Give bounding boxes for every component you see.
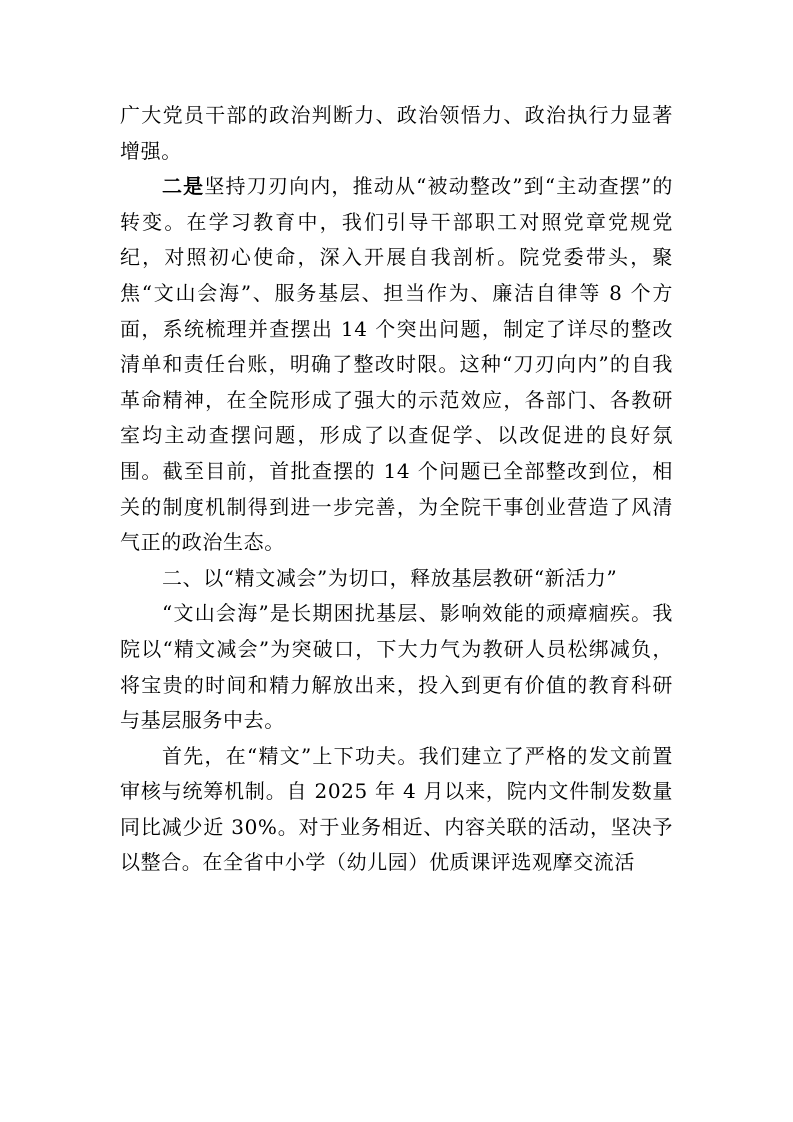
document-body: [120, 98, 673, 881]
paragraph-lead-label: 二是: [162, 174, 205, 199]
paragraph-continuation: 广大党员干部的政治判断力、政治领悟力、政治执行力显著增强。: [120, 103, 673, 163]
section-heading: 二、以“精文减会”为切口，释放基层教研“新活力”: [162, 565, 618, 590]
paragraph-body-text: 坚持刀刃向内，推动从“被动整改”到“主动查摆”的转变。在学习教育中，我们引导干部职工对照党章党规党纪，对照初心使命，深入开展自我剖析。院党委带头，聚焦“文山会海”、服务基层、担当作为、廉洁自律等 8 个方面，系统梳理并查摆出 14 个突出问题，制定了详尽的整改清单和责任台账，明确了整改时限。这种“刀刃向内”的自我革命精神，在全院形成了强大的示范效应，各部门、各教研室均主动查摆问题，形成了以查促学、以改促进的良好氛围。截至目前，首批查摆的 14 个问题已全部整改到位，相关的制度机制得到进一步完善，为全院干事创业营造了风清气正的政治生态。: [120, 174, 673, 555]
paragraph-first-measure: 首先，在“精文”上下功夫。我们建立了严格的发文前置审核与统筹机制。自 2025 年 4 月以来，院内文件制发数量同比减少近 30%。对于业务相近、内容关联的活动，坚决予以整合。在全省中小学（幼儿园）优质课评选观摩交流活: [120, 743, 673, 875]
paragraph-point-two: [120, 169, 673, 561]
paragraph-intro: “文山会海”是长期困扰基层、影响效能的顽瘴痼疾。我院以“精文减会”为突破口，下大力气为教研人员松绑减负，将宝贵的时间和精力解放出来，投入到更有价值的教育科研与基层服务中去。: [120, 601, 673, 733]
